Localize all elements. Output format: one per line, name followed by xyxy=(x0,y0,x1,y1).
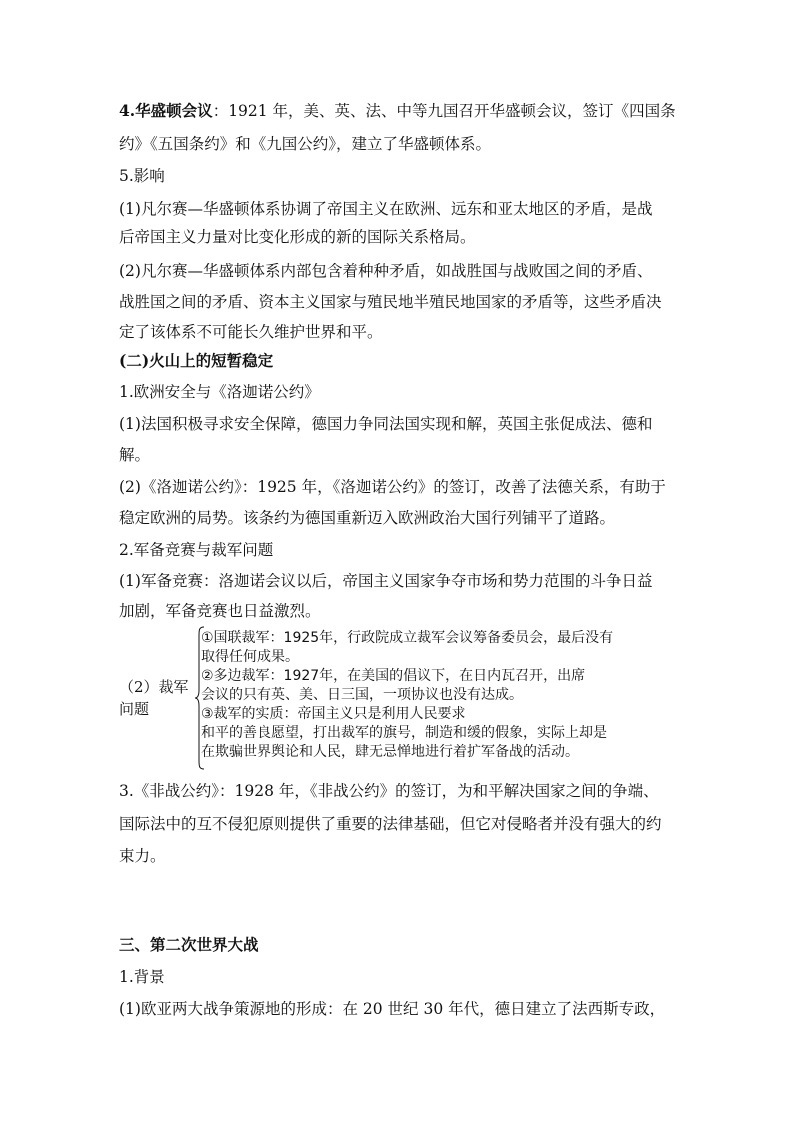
kellogg-pact-line-1: 3.《非战公约》：1928 年，《非战公约》的签订，为和平解决国家之间的争端、 xyxy=(119,782,659,800)
influence-p2-line-3: 定了该体系不可能长久维护世界和平。 xyxy=(119,323,383,341)
washington-conference-line-2: 约》《五国条约》和《九国公约》，建立了华盛顿体系。 xyxy=(119,135,492,153)
disarmament-item-line-3: ②多边裁军：1927年，在美国的倡议下，在日内瓦召开，出席 xyxy=(201,668,586,684)
locarno-p1-line-2: 解。 xyxy=(119,446,151,464)
kellogg-pact-line-3: 束力。 xyxy=(119,847,166,865)
influence-heading: 5.影响 xyxy=(119,167,165,185)
ww2-heading: 三、第二次世界大战 xyxy=(119,935,259,954)
locarno-p1-line-1: (1)法国积极寻求安全保障，德国力争同法国实现和解，英国主张促成法、德和 xyxy=(119,415,653,433)
locarno-heading: 1.欧洲安全与《洛迦诺公约》 xyxy=(119,383,320,401)
influence-p2-line-1: (2)凡尔赛—华盛顿体系内部包含着种种矛盾，如战胜国与战败国之间的矛盾、 xyxy=(119,262,653,280)
arms-race-p1-line-2: 加剧，军备竞赛也日益激烈。 xyxy=(119,602,321,620)
disarmament-item-line-1: ①国联裁军：1925年，行政院成立裁军会议筹备委员会，最后没有 xyxy=(201,630,614,646)
disarmament-item-line-2: 取得任何成果。 xyxy=(201,649,299,665)
disarmament-brace-block xyxy=(119,626,679,770)
disarmament-label-line-1: （2）裁军 xyxy=(119,678,189,696)
locarno-p2-line-1: (2)《洛迦诺公约》：1925 年，《洛迦诺公约》的签订，改善了法德关系，有助于 xyxy=(119,478,666,496)
arms-race-heading: 2.军备竞赛与裁军问题 xyxy=(119,541,274,559)
washington-conference-text: ：1921 年，美、英、法、中等九国召开华盛顿会议，签订《四国条 xyxy=(212,102,676,120)
arms-race-p1-line-1: (1)军备竞赛：洛迦诺会议以后，帝国主义国家争夺市场和势力范围的斗争日益 xyxy=(119,572,653,590)
disarmament-item-line-4: 会议的只有英、美、日三国，一项协议也没有达成。 xyxy=(201,687,523,703)
disarmament-label xyxy=(119,676,197,720)
locarno-p2-line-2: 稳定欧洲的局势。该条约为德国重新迈入欧洲政治大国行列铺平了道路。 xyxy=(119,509,616,527)
disarmament-label-line-2: 问题 xyxy=(119,700,150,718)
disarmament-item-line-6: 和平的善良愿望，打出裁军的旗号，制造和缓的假象，实际上却是 xyxy=(201,725,607,741)
ww2-background-p1-line-1: (1)欧亚两大战争策源地的形成：在 20 世纪 30 年代，德日建立了法西斯专政， xyxy=(119,1000,666,1018)
ww2-background-heading: 1.背景 xyxy=(119,968,165,986)
kellogg-pact-line-2: 国际法中的互不侵犯原则提供了重要的法律基础，但它对侵略者并没有强大的约 xyxy=(119,815,662,833)
washington-conference-line-1: 4.华盛顿会议：1921 年，美、英、法、中等九国召开华盛顿会议，签订《四国条 xyxy=(119,101,676,120)
disarmament-item-line-7: 在欺骗世界舆论和人民，肆无忌惮地进行着扩军备战的活动。 xyxy=(201,744,579,760)
influence-p1-line-1: (1)凡尔赛—华盛顿体系协调了帝国主义在欧洲、远东和亚太地区的矛盾，是战 xyxy=(119,200,653,218)
disarmament-item-line-5: ③裁军的实质：帝国主义只是利用人民要求 xyxy=(201,706,466,722)
volcano-stability-heading: (二)火山上的短暂稳定 xyxy=(119,351,274,370)
influence-p1-line-2: 后帝国主义力量对比变化形成的新的国际关系格局。 xyxy=(119,228,476,246)
influence-p2-line-2: 战胜国之间的矛盾、资本主义国家与殖民地半殖民地国家的矛盾等，这些矛盾决 xyxy=(119,293,662,311)
